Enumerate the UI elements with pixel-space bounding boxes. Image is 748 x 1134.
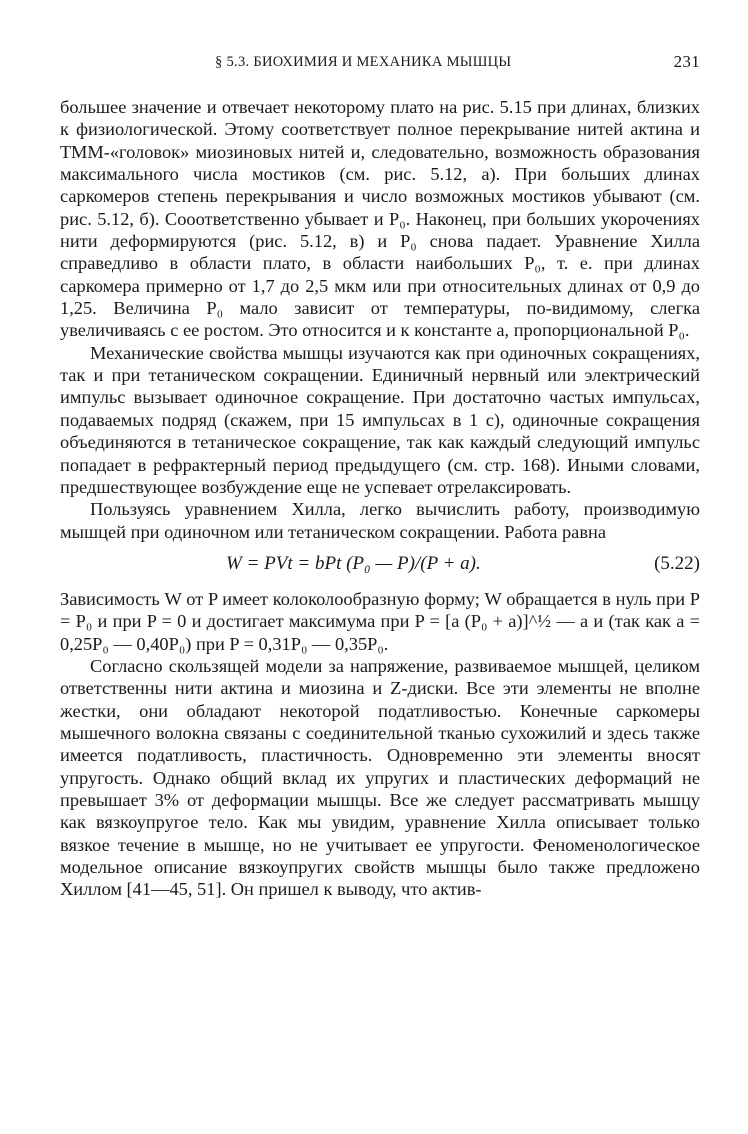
equation: W = PVt = bPt (P₀ — P)/(P + a). (226, 552, 481, 574)
page-number: 231 (673, 52, 700, 71)
paragraph-3: Пользуясь уравнением Хилла, легко вычислить работу, производимую мышцей при одиночном или тетаническом сокращении. Работа равна (60, 499, 700, 542)
paragraph-1: большее значение и отвечает некоторому плато на рис. 5.15 при длинах, близких к физиологической. Этому соответствует полное перекрывание нитей актина и ТММ-«головок» миозиновых нитей и, следовательно, возможность образования максимального числа мостиков (см. рис. 5.12, а). При больших длинах саркомеров степень перекрывания и число возможных мостиков убывают (см. рис. 5.12, б). Сооответственно убывает и P₀. Наконец, при больших укорочениях нити деформируются (рис. 5.12, в) и P₀ снова падает. Уравнение Хилла справедливо в области плато, в области наибольших P₀, т. е. при длинах саркомера примерно от 1,7 до 2,5 мкм или при относительных длинах от 0,9 до 1,25. Величина P₀ мало зависит от температуры, по-видимому, слегка увеличиваясь с ее ростом. Это относится и к константе a, пропорциональной P₀. (60, 97, 700, 341)
paragraph-5: Согласно скользящей модели за напряжение, развиваемое мышцей, целиком ответственны нити актина и миозина и Z-диски. Все эти элементы не вполне жестки, они обладают некоторой податливостью. Конечные саркомеры мышечного волокна связаны с соединительной тканью сухожилий и здесь также имеется податливость, пластичность. Одновременно эти элементы вносят упругость. Однако общий вклад их упругих и пластических деформаций не превышает 3% от деформации мышцы. Все же следует рассматривать мышцу как вязкоупругое тело. Как мы увидим, уравнение Хилла описывает только вязкое течение в мышце, но не учитывает ее упругости. Феноменологическое модельное описание вязкоупругих свойств мышцы было также предложено Хиллом [41—45, 51]. Он пришел к выводу, что актив- (60, 655, 700, 900)
page-body (60, 96, 700, 901)
equation-number: (5.22) (654, 552, 700, 574)
running-title: § 5.3. БИОХИМИЯ И МЕХАНИКА МЫШЦЫ (215, 54, 512, 70)
running-header (60, 52, 700, 80)
equation-block (60, 543, 700, 588)
paragraph-2: Механические свойства мышцы изучаются как при одиночных сокращениях, так и при тетаническом сокращении. Единичный нервный или электрический импульс вызывает одиночное сокращение. При достаточно частых импульсах, подаваемых подряд (скажем, при 15 импульсах в 1 с), одиночные сокращения объединяются в тетаническое сокращение, так как каждый следующий импульс попадает в рефрактерный период предыдущего (см. стр. 168). Иными словами, предшествующее возбуждение еще не успевает отрелаксировать. (60, 342, 700, 497)
paragraph-4: Зависимость W от P имеет колоколообразную форму; W обращается в нуль при P = P₀ и при P = 0 и достигает максимума при P = [a (P₀ + a)]^½ — a и (так как a = 0,25P₀ — 0,40P₀) при P = 0,31P₀ — 0,35P₀. (60, 588, 700, 654)
book-page (60, 52, 700, 901)
